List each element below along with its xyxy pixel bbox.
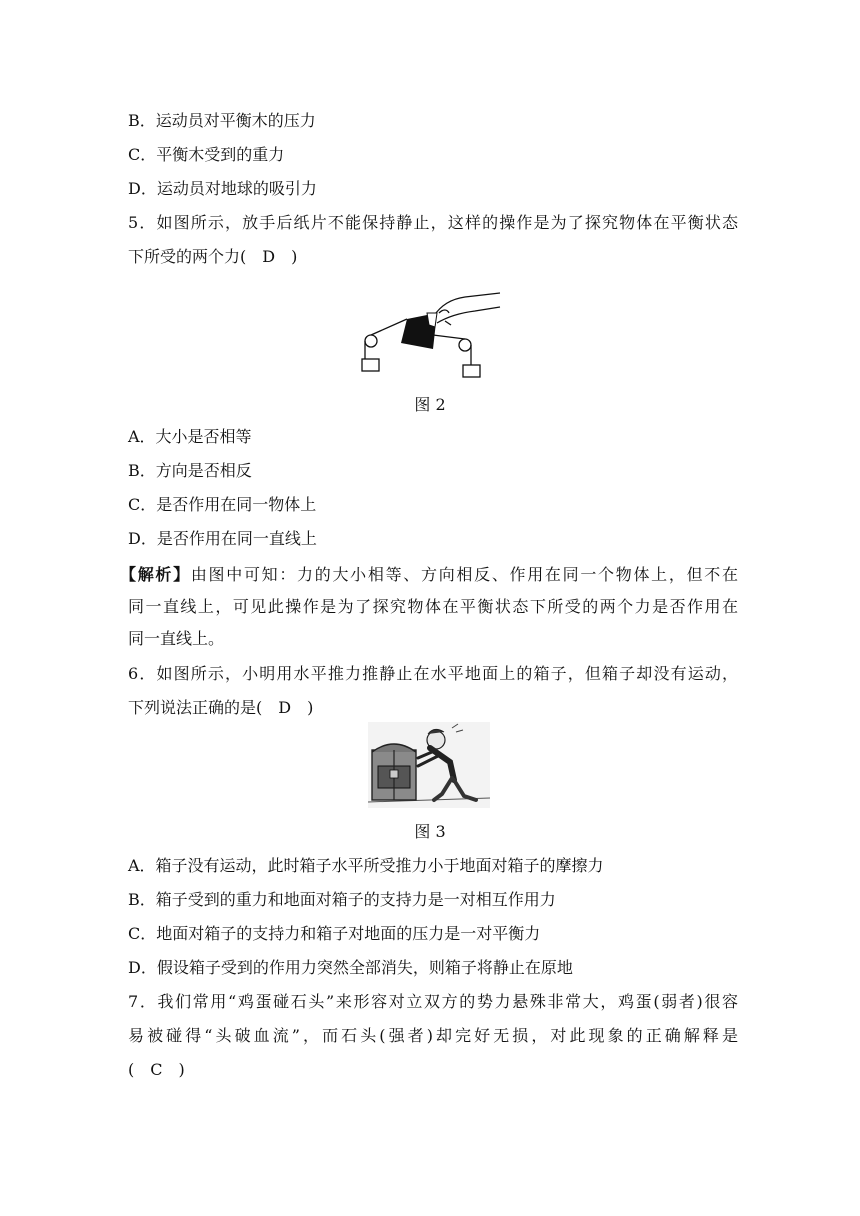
q7-stem-line-1: 7．我们常用“鸡蛋碰石头”来形容对立双方的势力悬殊非常大，鸡蛋(弱者)很容: [128, 992, 738, 1011]
q5-option-b: B．方向是否相反: [128, 461, 252, 480]
q7-stem-line-3: ( C ): [128, 1060, 185, 1079]
q5-stem-line-1: 5．如图所示，放手后纸片不能保持静止，这样的操作是为了探究物体在平衡状态: [128, 213, 738, 232]
q5-analysis-line-3: 同一直线上。: [128, 629, 225, 648]
q5-analysis-line-1: [120, 565, 738, 585]
q5-stem-line-2: 下所受的两个力( D ): [128, 247, 298, 266]
q6-stem-line-1: 6．如图所示，小明用水平推力推静止在水平地面上的箱子，但箱子却没有运动，: [128, 664, 738, 683]
analysis-tag: 【解析】: [120, 565, 191, 584]
q5-option-a: A．大小是否相等: [128, 427, 252, 446]
boy-pushing-box-figure: [368, 722, 490, 808]
q6-option-d: D．假设箱子受到的作用力突然全部消失，则箱子将静止在原地: [128, 958, 573, 977]
q4-option-d: D．运动员对地球的吸引力: [128, 179, 317, 198]
q4-option-b: B．运动员对平衡木的压力: [128, 111, 316, 130]
figure-2-caption: 图 2: [414, 395, 446, 414]
q4-option-c: C．平衡木受到的重力: [128, 145, 285, 164]
q6-option-a: A．箱子没有运动，此时箱子水平所受推力小于地面对箱子的摩擦力: [128, 856, 604, 875]
figure-3-caption: 图 3: [414, 822, 446, 841]
q5-option-c: C．是否作用在同一物体上: [128, 495, 317, 514]
q6-stem-line-2: 下列说法正确的是( D ): [128, 698, 314, 717]
q5-analysis-line-2: 同一直线上，可见此操作是为了探究物体在平衡状态下所受的两个力是否作用在: [128, 597, 738, 616]
q6-option-c: C．地面对箱子的支持力和箱子对地面的压力是一对平衡力: [128, 924, 541, 943]
q7-stem-line-2: 易被碰得“头破血流”，而石头(强者)却完好无损，对此现象的正确解释是: [128, 1026, 738, 1045]
q5-analysis-text-1: 由图中可知：力的大小相等、方向相反、作用在同一个物体上，但不在: [190, 565, 738, 584]
q6-option-b: B．箱子受到的重力和地面对箱子的支持力是一对相互作用力: [128, 890, 556, 909]
q5-option-d: D．是否作用在同一直线上: [128, 529, 317, 548]
pulley-paper-figure: [355, 283, 505, 383]
